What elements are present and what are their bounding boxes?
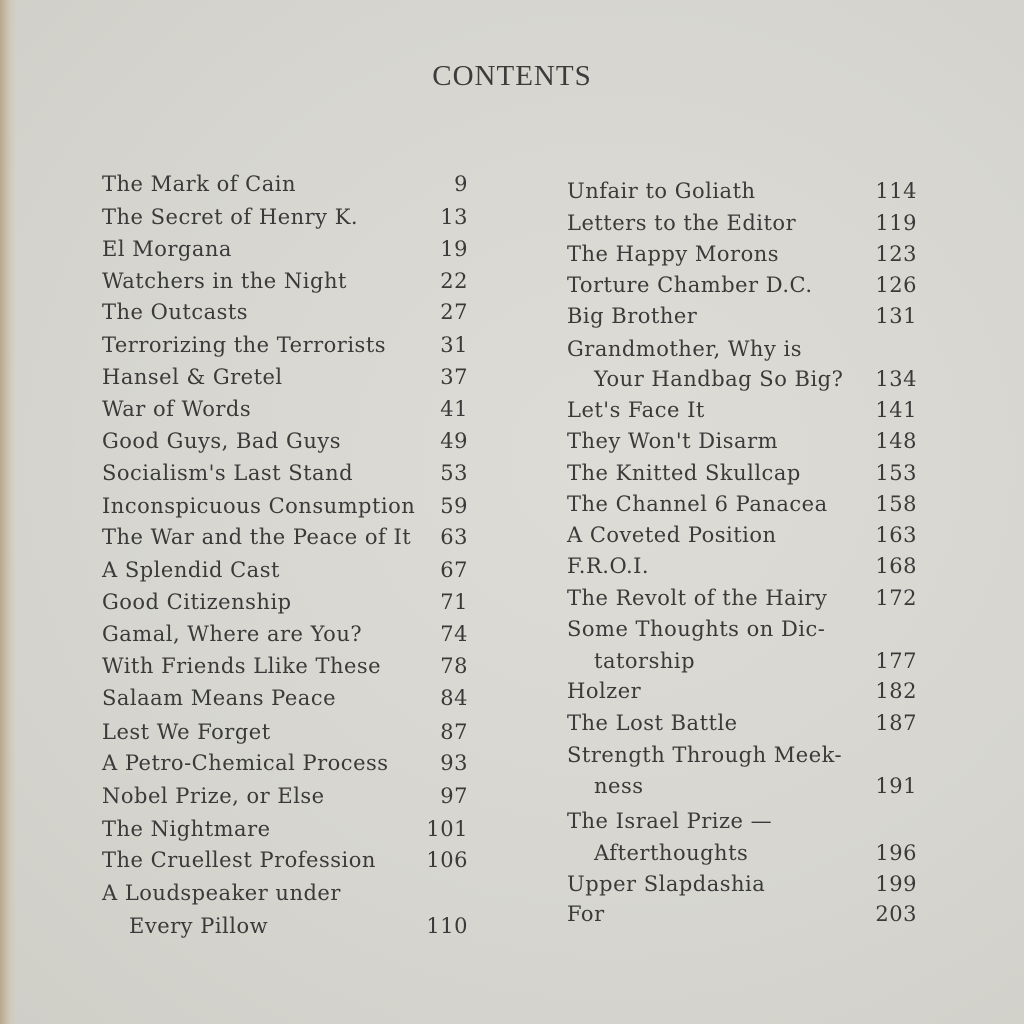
toc-entry	[567, 176, 917, 206]
toc-entry-title: Your Handbag So Big?	[594, 367, 844, 391]
toc-entry-title: Socialism's Last Stand	[102, 461, 354, 485]
toc-entry	[102, 202, 468, 232]
toc-entry	[102, 522, 468, 552]
toc-entry-page: 41	[440, 397, 468, 421]
toc-entry-title: The Nightmare	[102, 817, 271, 841]
toc-entry-title: The Cruellest Profession	[102, 848, 376, 872]
toc-entry	[567, 426, 917, 456]
toc-entry-title: tatorship	[594, 649, 696, 673]
toc-entry-title: Hansel & Gretel	[102, 365, 283, 389]
toc-entry-page: 203	[875, 902, 917, 926]
toc-entry-page: 123	[875, 242, 917, 266]
toc-entry	[567, 614, 917, 644]
toc-entry-continuation	[567, 838, 917, 868]
toc-entry	[567, 583, 917, 613]
toc-entry-page: 19	[440, 237, 468, 261]
toc-entry-title: Gamal, Where are You?	[102, 622, 363, 646]
toc-entry-title: Salaam Means Peace	[102, 686, 337, 710]
toc-entry-title: Inconspicuous Consumption	[102, 494, 416, 518]
toc-entry-page: 97	[440, 784, 468, 808]
toc-entry	[102, 717, 468, 747]
toc-entry-title: Good Guys, Bad Guys	[102, 429, 341, 453]
toc-entry-page: 101	[426, 817, 468, 841]
toc-entry-page: 49	[440, 429, 468, 453]
toc-entry-title: El Morgana	[102, 237, 232, 261]
toc-entry-page: 31	[440, 333, 468, 357]
toc-entry-page: 110	[426, 914, 468, 938]
toc-entry-page: 153	[875, 461, 917, 485]
toc-entry-title: A Loudspeaker under	[102, 881, 341, 905]
toc-entry-page: 119	[875, 211, 917, 235]
toc-entry-title: With Friends Llike These	[102, 654, 382, 678]
toc-entry-continuation	[567, 364, 917, 394]
toc-entry	[102, 266, 468, 296]
toc-entry-title: The Mark of Cain	[102, 172, 297, 196]
toc-entry	[102, 394, 468, 424]
toc-entry	[102, 878, 468, 908]
toc-entry	[102, 169, 468, 199]
toc-entry	[567, 301, 917, 331]
toc-entry-title: A Petro-Chemical Process	[102, 751, 389, 775]
toc-entry-page: 182	[875, 679, 917, 703]
toc-entry-page: 71	[440, 590, 468, 614]
toc-entry	[102, 330, 468, 360]
page-title: CONTENTS	[432, 60, 592, 92]
toc-entry	[567, 489, 917, 519]
toc-entry-page: 93	[440, 751, 468, 775]
toc-entry-title: For	[567, 902, 605, 926]
toc-entry-page: 63	[440, 525, 468, 549]
toc-entry-title: The War and the Peace of It	[102, 525, 412, 549]
toc-entry	[102, 555, 468, 585]
toc-entry-page: 131	[875, 304, 917, 328]
toc-entry	[102, 781, 468, 811]
toc-entry-title: War of Words	[102, 397, 252, 421]
toc-entry-title: Torture Chamber D.C.	[567, 273, 813, 297]
toc-entry-page: 74	[440, 622, 468, 646]
toc-entry-title: The Knitted Skullcap	[567, 461, 801, 485]
toc-entry-title: The Lost Battle	[567, 711, 738, 735]
toc-entry-title: Good Citizenship	[102, 590, 292, 614]
toc-entry-title: The Outcasts	[102, 300, 249, 324]
toc-entry	[102, 297, 468, 327]
toc-entry	[102, 619, 468, 649]
toc-entry	[567, 740, 917, 770]
toc-entry	[102, 234, 468, 264]
toc-entry	[102, 683, 468, 713]
toc-entry-title: The Revolt of the Hairy	[567, 586, 828, 610]
toc-entry-title: Some Thoughts on Dic-	[567, 617, 826, 641]
toc-entry-page: 87	[440, 720, 468, 744]
toc-entry	[567, 334, 917, 364]
toc-entry-title: Lest We Forget	[102, 720, 271, 744]
toc-entry-page: 27	[440, 300, 468, 324]
toc-entry-page: 84	[440, 686, 468, 710]
toc-entry-title: ness	[594, 774, 644, 798]
toc-entry-page: 134	[875, 367, 917, 391]
toc-entry-title: They Won't Disarm	[567, 429, 779, 453]
toc-entry-title: Big Brother	[567, 304, 698, 328]
toc-entry-page: 196	[875, 841, 917, 865]
toc-entry-title: F.R.O.I.	[567, 554, 650, 578]
toc-entry-title: Letters to the Editor	[567, 211, 797, 235]
toc-entry-title: Unfair to Goliath	[567, 179, 756, 203]
toc-entry-continuation	[567, 646, 917, 676]
toc-entry	[567, 899, 917, 929]
toc-entry-title: The Channel 6 Panacea	[567, 492, 828, 516]
toc-entry-page: 177	[875, 649, 917, 673]
toc-entry-page: 53	[440, 461, 468, 485]
toc-entry-page: 67	[440, 558, 468, 582]
toc-entry-page: 172	[875, 586, 917, 610]
toc-entry-page: 59	[440, 494, 468, 518]
toc-entry-title: Nobel Prize, or Else	[102, 784, 325, 808]
toc-entry-title: A Coveted Position	[567, 523, 777, 547]
toc-entry-page: 114	[875, 179, 917, 203]
toc-entry-page: 9	[454, 172, 468, 196]
toc-entry-page: 148	[875, 429, 917, 453]
toc-entry-title: Upper Slapdashia	[567, 872, 766, 896]
toc-entry-page: 78	[440, 654, 468, 678]
page-spine-edge	[0, 0, 16, 1024]
toc-entry-page: 141	[875, 398, 917, 422]
toc-entry	[567, 806, 917, 836]
toc-entry-title: A Splendid Cast	[102, 558, 280, 582]
toc-entry-page: 191	[875, 774, 917, 798]
toc-entry	[567, 869, 917, 899]
toc-entry	[102, 814, 468, 844]
toc-entry	[567, 239, 917, 269]
toc-entry	[567, 676, 917, 706]
toc-entry-title: The Happy Morons	[567, 242, 780, 266]
toc-entry	[567, 551, 917, 581]
toc-entry-title: Terrorizing the Terrorists	[102, 333, 387, 357]
toc-entry	[102, 651, 468, 681]
toc-entry-page: 37	[440, 365, 468, 389]
toc-entry-page: 168	[875, 554, 917, 578]
toc-entry	[102, 458, 468, 488]
toc-entry-page: 163	[875, 523, 917, 547]
toc-entry-continuation	[567, 771, 917, 801]
toc-entry-page: 22	[440, 269, 468, 293]
toc-entry-page: 106	[426, 848, 468, 872]
toc-entry-title: Grandmother, Why is	[567, 337, 802, 361]
toc-entry-page: 199	[875, 872, 917, 896]
toc-entry-page: 158	[875, 492, 917, 516]
toc-entry	[567, 208, 917, 238]
toc-entry-page: 126	[875, 273, 917, 297]
toc-entry	[567, 708, 917, 738]
toc-entry-page: 187	[875, 711, 917, 735]
toc-entry	[567, 395, 917, 425]
toc-entry-title: Afterthoughts	[594, 841, 749, 865]
toc-entry	[102, 491, 468, 521]
toc-entry	[102, 748, 468, 778]
toc-entry-title: Let's Face It	[567, 398, 705, 422]
toc-entry-title: Every Pillow	[129, 914, 269, 938]
toc-entry-title: Watchers in the Night	[102, 269, 347, 293]
toc-entry	[567, 270, 917, 300]
toc-entry	[567, 520, 917, 550]
toc-entry	[102, 845, 468, 875]
toc-entry-title: Holzer	[567, 679, 642, 703]
toc-entry-title: Strength Through Meek-	[567, 743, 843, 767]
toc-entry-continuation	[102, 911, 468, 941]
toc-entry	[102, 426, 468, 456]
toc-entry	[102, 587, 468, 617]
toc-entry	[102, 362, 468, 392]
toc-entry-title: The Israel Prize —	[567, 809, 773, 833]
toc-entry	[567, 458, 917, 488]
toc-entry-page: 13	[440, 205, 468, 229]
toc-entry-title: The Secret of Henry K.	[102, 205, 359, 229]
